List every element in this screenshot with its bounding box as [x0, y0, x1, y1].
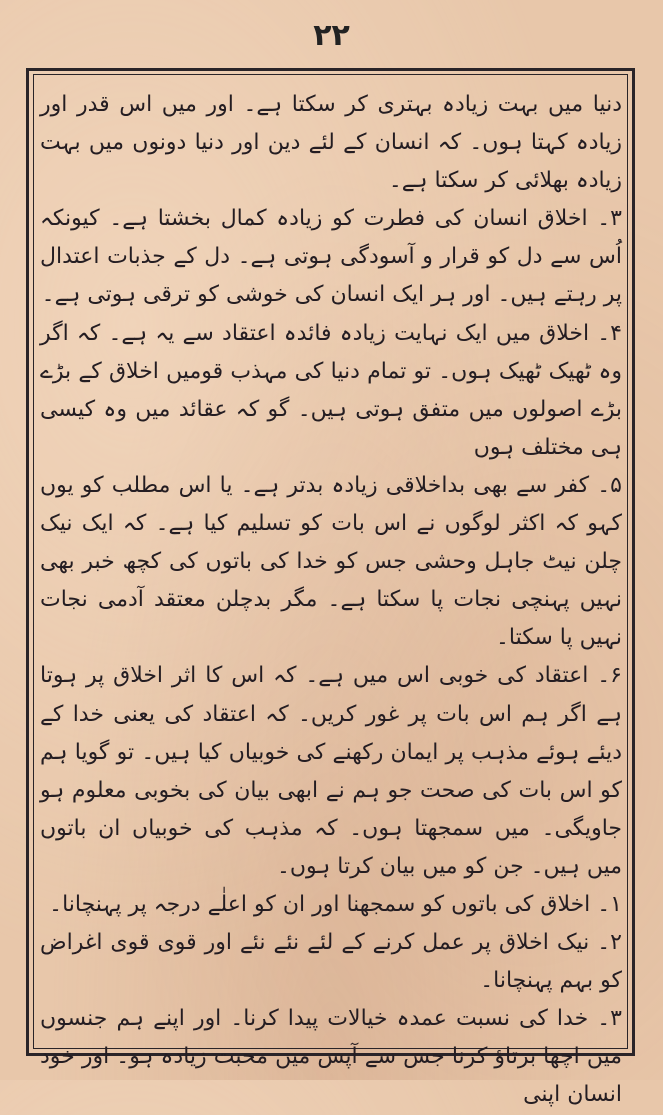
list-item-2: ۲۔ نیک اخلاق پر عمل کرنے کے لئے نئے نئے اور قوی قوی اغراض کو بہم پہنچانا۔	[40, 930, 622, 994]
paragraph-point-3: ۳۔ اخلاق انسان کی فطرت کو زیادہ کمال بخشتا ہے۔ کیونکہ اُس سے دل کو قرار و آسودگی ہوتی ہے۔ دل کے جذبات اعتدال پر رہتے ہیں۔ اور ہر ایک انسان کی خوشی کو ترقی ہوتی ہے۔	[40, 206, 622, 308]
body-text	[40, 86, 622, 1108]
paragraph-intro-continuation: دنیا میں بہت زیادہ بہتری کر سکتا ہے۔ اور میں اس قدر اور زیادہ کہتا ہوں۔ کہ انسان کے لئے دین اور دنیا دونوں میں بہت زیادہ بھلائی کر سکتا ہے۔	[40, 92, 622, 194]
paragraph-point-5: ۵۔ کفر سے بھی بداخلاقی زیادہ بدتر ہے۔ یا اس مطلب کو یوں کہو کہ اکثر لوگوں نے اس بات کو تسلیم کیا ہے۔ کہ ایک نیک چلن نیٹ جاہل وحشی جس کو خدا کی باتوں کی کچھ خبر بھی نہیں پہنچی نجات پا سکتا ہے۔ مگر بدچلن معتقد آدمی نجات نہیں پا سکتا۔	[40, 472, 622, 651]
page-number: ۲۲	[313, 18, 350, 53]
list-item-3: ۳۔ خدا کی نسبت عمدہ خیالات پیدا کرنا۔ اور اپنے ہم جنسوں میں اچھا برتاؤ کرنا جس سے آپس میں محبت زیادہ ہو۔ اور خود انسان اپنی	[40, 1006, 622, 1108]
list-item-1: ۱۔ اخلاق کی باتوں کو سمجھنا اور ان کو اعلٰے درجہ پر پہنچانا۔	[49, 891, 622, 917]
paragraph-point-6: ۶۔ اعتقاد کی خوبی اس میں ہے۔ کہ اس کا اثر اخلاق پر ہوتا ہے اگر ہم اس بات پر غور کریں۔ کہ اعتقاد کی یعنی خدا کے دیئے ہوئے مذہب پر ایمان رکھنے کی خوبیاں کیا ہیں۔ تو گویا ہم کو اس بات کی صحت جو ہم نے ابھی بیان کی بخوبی معلوم ہو جاویگی۔ میں سمجھتا ہوں۔ کہ مذہب کی خوبیاں ان باتوں میں ہیں۔ جن کو میں بیان کرتا ہوں۔	[40, 663, 622, 879]
paragraph-point-4: ۴۔ اخلاق میں ایک نہایت زیادہ فائدہ اعتقاد سے یہ ہے۔ کہ اگر وہ ٹھیک ٹھیک ہوں۔ تو تمام دنیا کی مہذب قومیں اخلاق کے بڑے بڑے اصولوں میں متفق ہوتی ہیں۔ گو کہ عقائد میں وہ کیسی ہی مختلف ہوں	[40, 320, 622, 460]
